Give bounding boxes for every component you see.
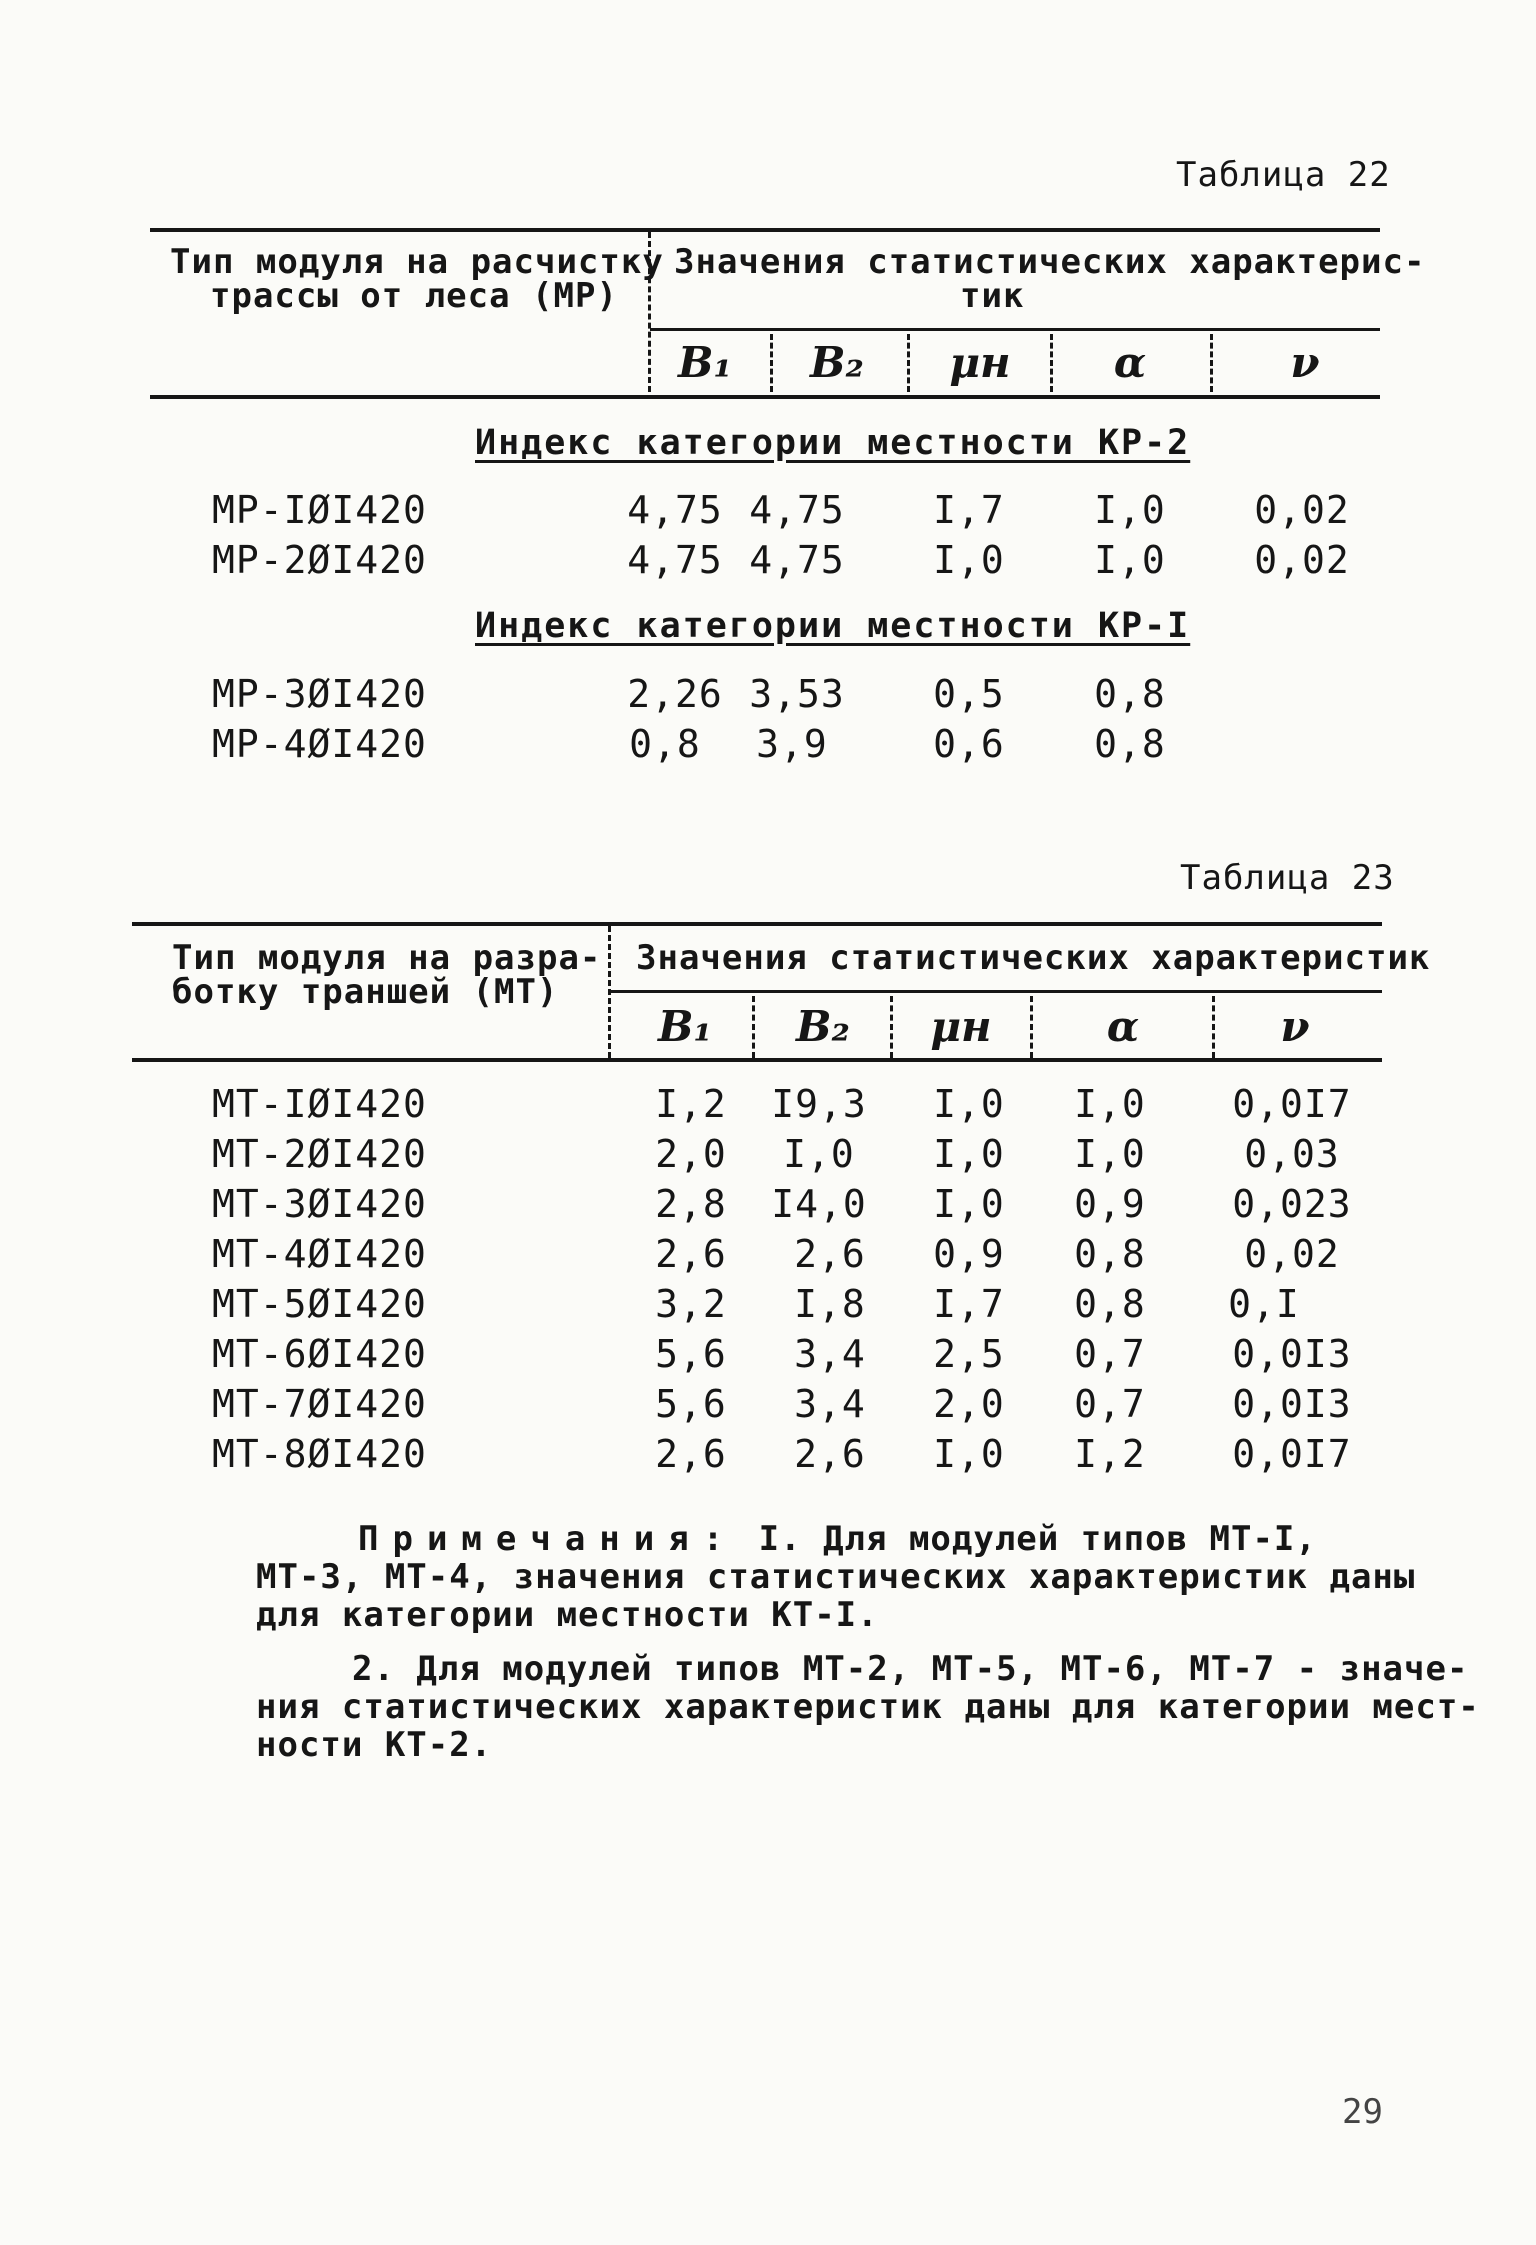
row-alpha: I,0 bbox=[1094, 538, 1166, 582]
table-23-values-header: Значения статистических характеристик bbox=[636, 938, 1431, 978]
row-nu: 0,02 bbox=[1244, 1232, 1340, 1276]
row-mu: I,0 bbox=[933, 1132, 1005, 1176]
table-22-caption: Таблица 22 bbox=[1176, 155, 1391, 195]
row-b2: 2,6 bbox=[794, 1432, 866, 1476]
table-23-subheader-rule bbox=[610, 990, 1382, 993]
row-module-name: МТ-8ØI420 bbox=[212, 1432, 427, 1476]
table-22-values-header-line1: Значения статистических характерис- bbox=[674, 242, 1426, 282]
row-nu: 0,02 bbox=[1254, 488, 1350, 532]
table-23-col1-header-line1: Тип модуля на разра- bbox=[172, 938, 602, 978]
table-23-symbol-nu: ν bbox=[1280, 1002, 1310, 1051]
row-b1: 4,75 bbox=[627, 488, 723, 532]
row-alpha: 0,8 bbox=[1094, 672, 1166, 716]
row-mu: I,7 bbox=[933, 488, 1005, 532]
row-b2: 3,53 bbox=[749, 672, 845, 716]
note-1-line-3: для категории местности КТ-I. bbox=[256, 1595, 879, 1635]
table-22-symbol-nu: ν bbox=[1290, 338, 1320, 387]
row-b1: 3,2 bbox=[655, 1282, 727, 1326]
table-22-sym-divider-1 bbox=[770, 334, 773, 392]
row-nu: 0,02 bbox=[1254, 538, 1350, 582]
table-22-subheader-rule bbox=[650, 328, 1380, 331]
note-2-line-2: ния статистических характеристик даны для категории мест- bbox=[256, 1687, 1480, 1727]
table-23-top-rule bbox=[132, 922, 1382, 926]
row-alpha: 0,7 bbox=[1074, 1332, 1146, 1376]
row-alpha: 0,8 bbox=[1074, 1282, 1146, 1326]
row-b2: I,0 bbox=[783, 1132, 855, 1176]
row-module-name: МТ-IØI420 bbox=[212, 1082, 427, 1126]
row-mu: I,0 bbox=[933, 1082, 1005, 1126]
row-module-name: МТ-3ØI420 bbox=[212, 1182, 427, 1226]
table-23-col1-header-line2: ботку траншей (МТ) bbox=[172, 972, 559, 1012]
row-b2: 4,75 bbox=[749, 488, 845, 532]
table-22-col1-header-line1: Тип модуля на расчистку bbox=[170, 242, 664, 282]
row-module-name: МТ-7ØI420 bbox=[212, 1382, 427, 1426]
row-nu: 0,0I3 bbox=[1232, 1382, 1352, 1426]
row-alpha: I,0 bbox=[1074, 1082, 1146, 1126]
row-module-name: МТ-6ØI420 bbox=[212, 1332, 427, 1376]
table-22-col1-header-line2: трассы от леса (МР) bbox=[210, 276, 618, 316]
notes-title: Примечания: bbox=[358, 1519, 738, 1559]
row-alpha: I,0 bbox=[1074, 1132, 1146, 1176]
note-2-line-1: 2. Для модулей типов МТ-2, МТ-5, МТ-6, МТ-7 - значе- bbox=[352, 1649, 1469, 1689]
row-b2: 3,9 bbox=[756, 722, 828, 766]
row-b2: 2,6 bbox=[794, 1232, 866, 1276]
table-22-sym-divider-2 bbox=[907, 334, 910, 392]
row-mu: I,0 bbox=[933, 1432, 1005, 1476]
row-b1: 2,6 bbox=[655, 1232, 727, 1276]
table-23-sym-divider-4 bbox=[1212, 996, 1215, 1058]
row-module-name: МР-2ØI420 bbox=[212, 538, 427, 582]
row-module-name: МР-3ØI420 bbox=[212, 672, 427, 716]
row-alpha: I,0 bbox=[1094, 488, 1166, 532]
row-module-name: МР-4ØI420 bbox=[212, 722, 427, 766]
table-22-top-rule bbox=[150, 228, 1380, 232]
table-22-section-kr2: Индекс категории местности КР-2 bbox=[475, 423, 1191, 463]
table-23-symbol-b2: B₂ bbox=[796, 1002, 850, 1051]
table-22-sym-divider-3 bbox=[1050, 334, 1053, 392]
row-b1: 2,8 bbox=[655, 1182, 727, 1226]
table-23-symbol-alpha: α bbox=[1106, 1002, 1140, 1051]
row-b1: 4,75 bbox=[627, 538, 723, 582]
row-nu: 0,023 bbox=[1232, 1182, 1352, 1226]
row-b1: 2,26 bbox=[627, 672, 723, 716]
table-23-symbol-mu: μн bbox=[930, 1002, 992, 1051]
row-module-name: МР-IØI420 bbox=[212, 488, 427, 532]
row-nu: 0,0I7 bbox=[1232, 1432, 1352, 1476]
table-22-values-header-line2: тик bbox=[960, 276, 1025, 316]
row-alpha: 0,9 bbox=[1074, 1182, 1146, 1226]
row-mu: I,7 bbox=[933, 1282, 1005, 1326]
row-module-name: МТ-4ØI420 bbox=[212, 1232, 427, 1276]
row-mu: 0,6 bbox=[933, 722, 1005, 766]
row-b2: I4,0 bbox=[771, 1182, 867, 1226]
row-b1: I,2 bbox=[655, 1082, 727, 1126]
row-mu: 2,0 bbox=[933, 1382, 1005, 1426]
row-mu: I,0 bbox=[933, 1182, 1005, 1226]
table-22-sym-divider-4 bbox=[1210, 334, 1213, 392]
table-22-header-bottom-rule bbox=[150, 395, 1380, 399]
row-nu: 0,03 bbox=[1244, 1132, 1340, 1176]
row-b2: 3,4 bbox=[794, 1332, 866, 1376]
row-mu: I,0 bbox=[933, 538, 1005, 582]
row-b1: 0,8 bbox=[629, 722, 701, 766]
row-alpha: I,2 bbox=[1074, 1432, 1146, 1476]
table-23-symbol-b1: B₁ bbox=[658, 1002, 712, 1051]
table-23-sym-divider-1 bbox=[752, 996, 755, 1058]
table-23-header-bottom-rule bbox=[132, 1058, 1382, 1062]
row-mu: 0,5 bbox=[933, 672, 1005, 716]
table-22-symbol-alpha: α bbox=[1113, 338, 1147, 387]
row-nu: 0,I bbox=[1228, 1282, 1300, 1326]
notes-line-1 bbox=[358, 1520, 1317, 1558]
note-2-line-3: ности КТ-2. bbox=[256, 1725, 493, 1765]
row-module-name: МТ-5ØI420 bbox=[212, 1282, 427, 1326]
table-22-symbol-b2: B₂ bbox=[810, 338, 864, 387]
row-b1: 5,6 bbox=[655, 1382, 727, 1426]
row-alpha: 0,8 bbox=[1074, 1232, 1146, 1276]
row-mu: 2,5 bbox=[933, 1332, 1005, 1376]
page-number: 29 bbox=[1342, 2092, 1383, 2132]
row-alpha: 0,8 bbox=[1094, 722, 1166, 766]
row-alpha: 0,7 bbox=[1074, 1382, 1146, 1426]
note-1-start: I. Для модулей типов МТ-I, bbox=[758, 1519, 1317, 1559]
row-b1: 2,6 bbox=[655, 1432, 727, 1476]
table-23-caption: Таблица 23 bbox=[1180, 858, 1395, 898]
row-b2: 4,75 bbox=[749, 538, 845, 582]
table-23-sym-divider-2 bbox=[890, 996, 893, 1058]
row-mu: 0,9 bbox=[933, 1232, 1005, 1276]
row-b2: I9,3 bbox=[771, 1082, 867, 1126]
row-b1: 2,0 bbox=[655, 1132, 727, 1176]
row-b2: 3,4 bbox=[794, 1382, 866, 1426]
table-22-symbol-mu: μн bbox=[949, 338, 1011, 387]
row-module-name: МТ-2ØI420 bbox=[212, 1132, 427, 1176]
table-23-sym-divider-3 bbox=[1030, 996, 1033, 1058]
row-b1: 5,6 bbox=[655, 1332, 727, 1376]
table-22-section-kr1: Индекс категории местности КР-I bbox=[475, 606, 1191, 646]
row-b2: I,8 bbox=[794, 1282, 866, 1326]
row-nu: 0,0I3 bbox=[1232, 1332, 1352, 1376]
note-1-line-2: МТ-3, МТ-4, значения статистических характеристик даны bbox=[256, 1557, 1416, 1597]
table-22-symbol-b1: B₁ bbox=[678, 338, 732, 387]
row-nu: 0,0I7 bbox=[1232, 1082, 1352, 1126]
